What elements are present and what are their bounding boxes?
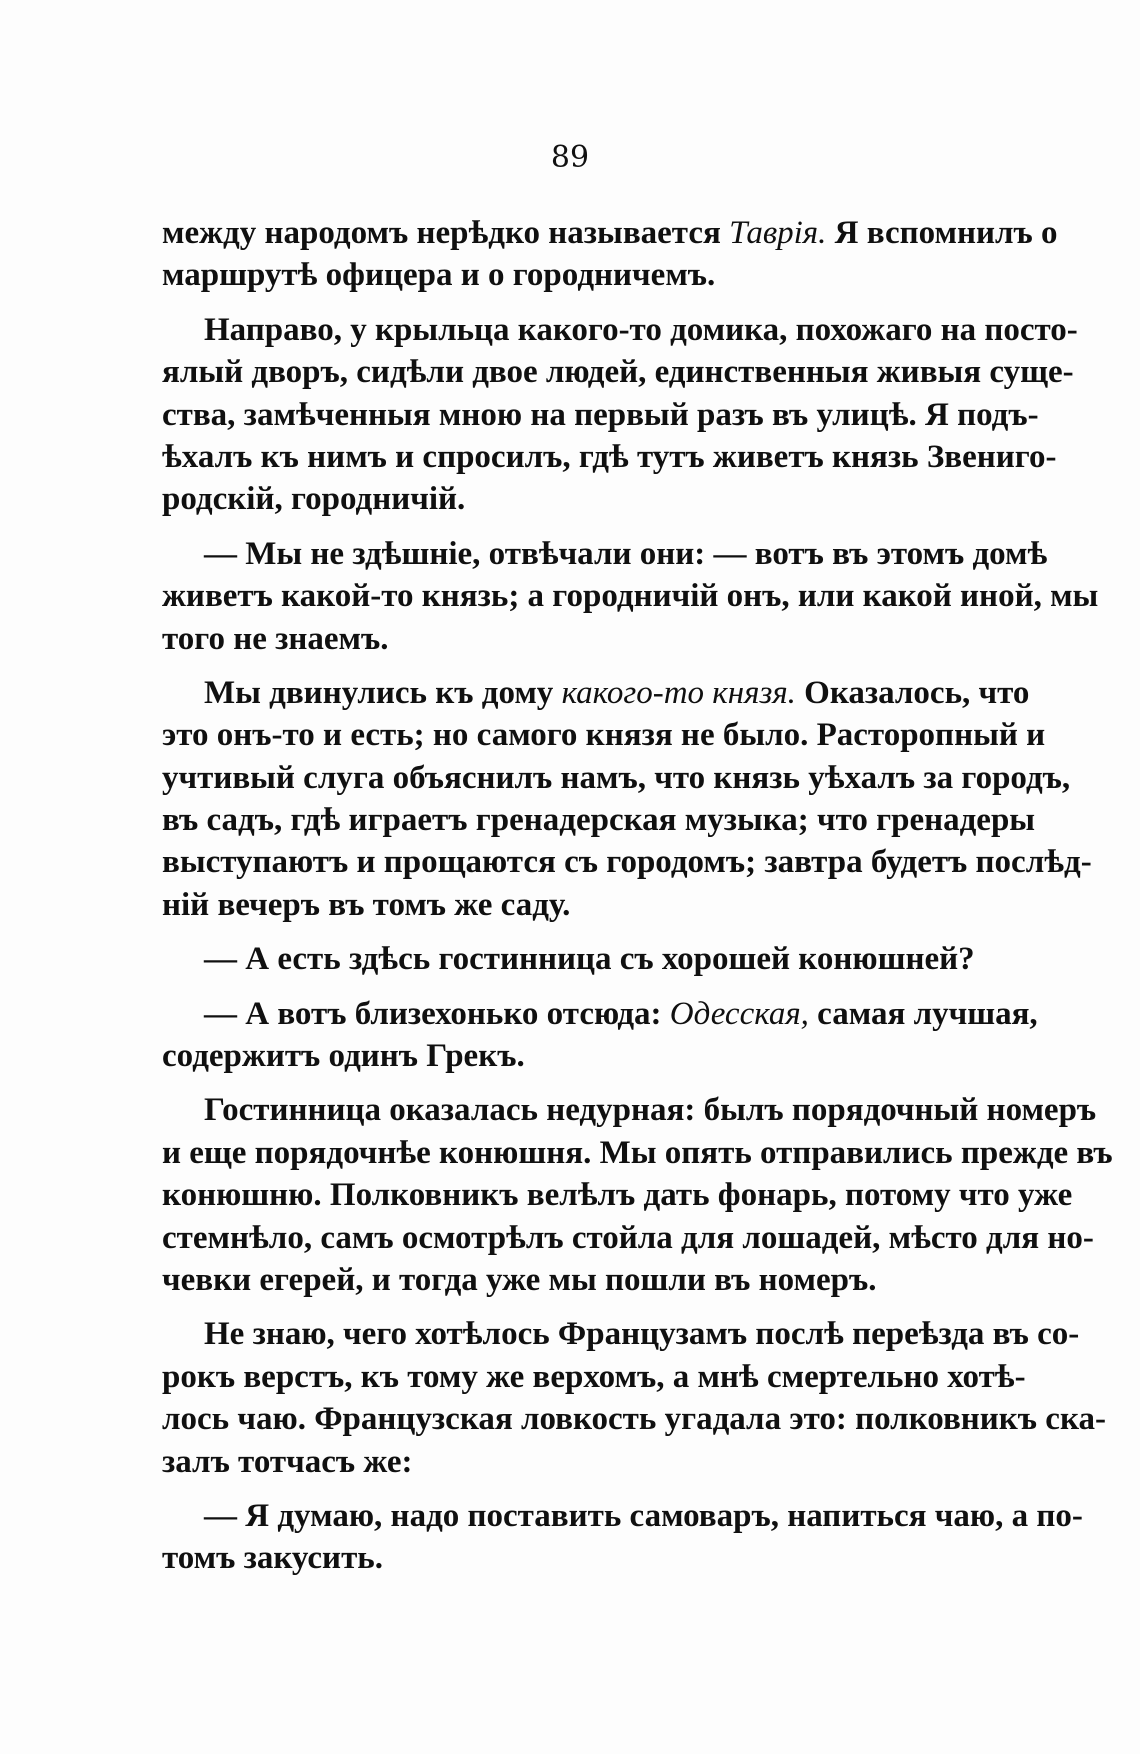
text-line: стемнѣло, самъ осмотрѣлъ стойла для лошадей, мѣсто для но-: [162, 1219, 1094, 1256]
text-line: содержитъ одинъ Грекъ.: [162, 1038, 525, 1075]
paragraph: [162, 1089, 1113, 1301]
paragraph: [162, 938, 987, 980]
paragraph: [162, 1313, 1106, 1483]
text-line: томъ закусить.: [162, 1540, 383, 1577]
text-line: между народомъ нерѣдко называется Таврія. Я вспомнилъ о: [162, 215, 1058, 251]
text-line: въ садъ, гдѣ играетъ гренадерская музыка; что гренадеры: [162, 802, 1036, 839]
text-line: родскій, городничій.: [162, 481, 466, 518]
text-line: — Мы не здѣшніе, отвѣчали они: — вотъ въ этомъ домѣ: [204, 535, 1048, 572]
text-line: — А вотъ близехонько отсюда: Одесская, самая лучшая,: [204, 995, 1038, 1032]
text-line: живетъ какой-то князь; а городничій онъ, или какой иной, мы: [162, 578, 1099, 615]
text-line: и еще порядочнѣе конюшня. Мы опять отправились прежде въ: [162, 1134, 1113, 1171]
text-line: конюшню. Полковникъ велѣлъ дать фонарь, потому что уже: [162, 1177, 1073, 1214]
text-line: ялый дворъ, сидѣли двое людей, единственныя живыя суще-: [162, 354, 1074, 391]
text-line: Не знаю, чего хотѣлось Французамъ послѣ переѣзда въ со-: [204, 1316, 1080, 1353]
text-line: залъ тотчасъ же:: [162, 1443, 413, 1480]
paragraph: [162, 993, 1038, 1078]
italic-emphasis: Одесская,: [669, 995, 809, 1032]
paragraph: [162, 672, 1092, 926]
text-line: выступаютъ и прощаются съ городомъ; завтра будетъ послѣд-: [162, 844, 1092, 881]
paragraph: [162, 1495, 1083, 1580]
text-line: лось чаю. Французская ловкость угадала это: полковникъ ска-: [162, 1401, 1106, 1438]
text-line: того не знаемъ.: [162, 620, 389, 657]
paragraph-gap: [162, 1077, 987, 1089]
paragraph: [162, 533, 1099, 660]
text-line: — А есть здѣсь гостинница съ хорошей конюшней?: [204, 941, 975, 978]
page-number: 89: [550, 140, 590, 175]
text-line: Мы двинулись къ дому какого-то князя. Оказалось, что: [204, 674, 1030, 711]
text-line: — Я думаю, надо поставить самоваръ, напиться чаю, а по-: [204, 1497, 1083, 1534]
paragraph-gap: [162, 981, 987, 993]
text-line: это онъ-то и есть; но самого князя не было. Расторопный и: [162, 717, 1046, 754]
paragraph-gap: [162, 926, 987, 938]
text-line: ства, замѣченныя мною на первый разъ въ улицѣ. Я подъ-: [162, 396, 1039, 433]
paragraph-gap: [162, 1301, 987, 1313]
paragraph-gap: [162, 297, 987, 309]
italic-emphasis: Таврія.: [729, 215, 827, 251]
text-line: рокъ верстъ, къ тому же верхомъ, а мнѣ смертельно хотѣ-: [162, 1358, 1026, 1395]
italic-emphasis: какого-то князя.: [561, 674, 796, 711]
text-line: ній вечеръ въ томъ же саду.: [162, 886, 571, 923]
body-text: [162, 212, 1113, 1580]
paragraph-gap: [162, 1483, 987, 1495]
paragraph-gap: [162, 660, 987, 672]
paragraph: [162, 309, 1078, 521]
text-line: ѣхалъ къ нимъ и спросилъ, гдѣ тутъ живетъ князь Звениго-: [162, 438, 1057, 475]
text-line: маршрутѣ офицера и о городничемъ.: [162, 257, 716, 294]
text-line: Направо, у крыльца какого-то домика, похожаго на посто-: [204, 311, 1078, 348]
text-line: чевки егерей, и тогда уже мы пошли въ номеръ.: [162, 1261, 877, 1298]
paragraph-gap: [162, 521, 987, 533]
text-line: Гостинница оказалась недурная: былъ порядочный номеръ: [204, 1092, 1097, 1129]
paragraph: [162, 212, 1058, 297]
text-line: учтивый слуга объяснилъ намъ, что князь уѣхалъ за городъ,: [162, 759, 1071, 796]
